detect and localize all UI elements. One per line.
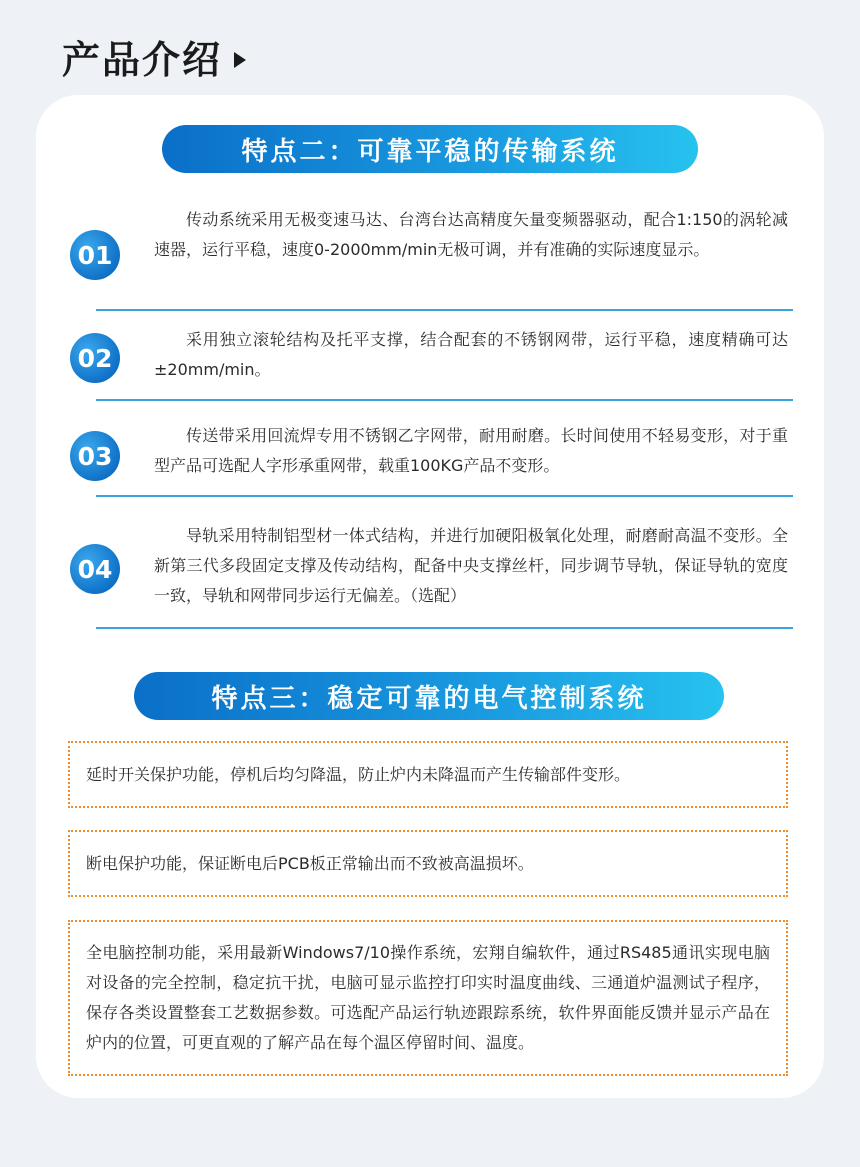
electrical-feature-box: [68, 920, 788, 1076]
feature-text: 传送带采用回流焊专用不锈钢乙字网带，耐用耐磨。长时间使用不轻易变形，对于重型产品可选配人字形承重网带，载重100KG产品不变形。: [154, 426, 788, 475]
feature-text: 采用独立滚轮结构及托平支撑，结合配套的不锈钢网带，运行平稳，速度精确可达±20mm/min。: [154, 330, 788, 379]
feature-number-badge: 04: [70, 544, 120, 594]
electrical-feature-text: 延时开关保护功能，停机后均匀降温，防止炉内未降温而产生传输部件变形。: [86, 764, 631, 784]
feature-number-badge: 03: [70, 431, 120, 481]
electrical-feature-box: [68, 741, 788, 808]
feature-number-badge: 01: [70, 230, 120, 280]
section3-header: 特点三：稳定可靠的电气控制系统: [134, 672, 724, 720]
play-arrow-icon: [234, 52, 246, 68]
divider: [96, 309, 793, 311]
content-card: [36, 95, 824, 1098]
electrical-feature-text: 全电脑控制功能，采用最新Windows7/10操作系统，宏翔自编软件，通过RS485通讯实现电脑对设备的完全控制，稳定抗干扰，电脑可显示监控打印实时温度曲线、三通道炉温测试子程序，保存各类设置整套工艺数据参数。可选配产品运行轨迹跟踪系统，软件界面能反馈并显示产品在炉内的位置，可更直观的了解产品在每个温区停留时间、温度。: [86, 943, 770, 1052]
feature-number-badge: 02: [70, 333, 120, 383]
divider: [96, 495, 793, 497]
divider: [96, 399, 793, 401]
page-title: [62, 36, 246, 84]
page-title-text: 产品介绍: [62, 38, 223, 82]
electrical-feature-text: 断电保护功能，保证断电后PCB板正常输出而不致被高温损坏。: [86, 853, 534, 873]
divider: [96, 627, 793, 629]
electrical-feature-box: [68, 830, 788, 897]
feature-text: 导轨采用特制铝型材一体式结构，并进行加硬阳极氧化处理，耐磨耐高温不变形。全新第三代多段固定支撑及传动结构，配备中央支撑丝杆，同步调节导轨，保证导轨的宽度一致，导轨和网带同步运行无偏差。（选配）: [154, 526, 788, 605]
section2-header: 特点二：可靠平稳的传输系统: [162, 125, 698, 173]
feature-text: 传动系统采用无极变速马达、台湾台达高精度矢量变频器驱动，配合1:150的涡轮减速器，运行平稳，速度0-2000mm/min无极可调，并有准确的实际速度显示。: [154, 210, 788, 259]
